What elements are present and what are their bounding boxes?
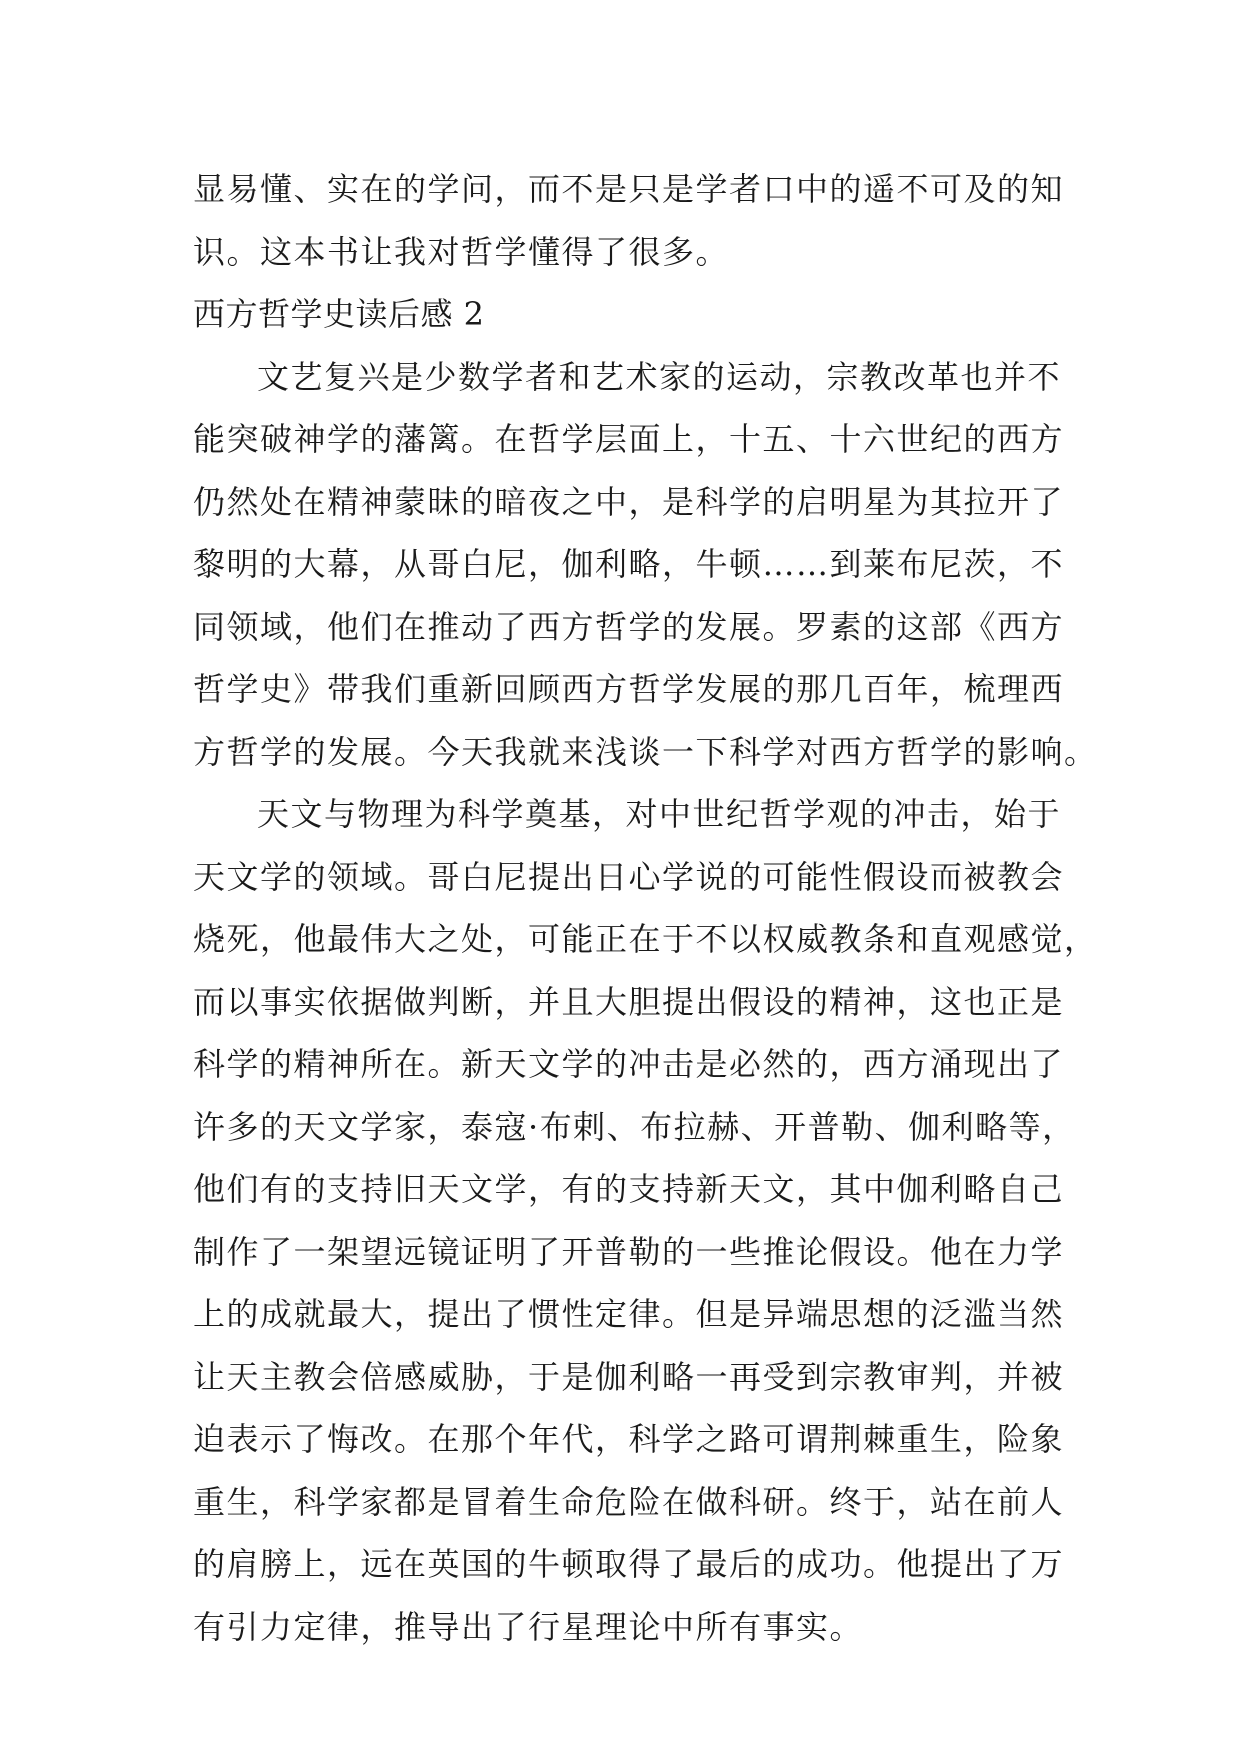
text-line: 的肩膀上，远在英国的牛顿取得了最后的成功。他提出了万 — [193, 1545, 1065, 1583]
text-line: 上的成就最大，提出了惯性定律。但是异端思想的泛滥当然 — [193, 1295, 1065, 1333]
paragraph-renaissance — [193, 346, 1098, 784]
text-line: 有引力定律，推导出了行星理论中所有事实。 — [193, 1607, 864, 1646]
text-line: 科学的精神所在。新天文学的冲击是必然的，西方涌现出了 — [193, 1045, 1065, 1083]
text-line: 显易懂、实在的学问，而不是只是学者口中的遥不可及的知 — [193, 170, 1065, 208]
section-heading — [193, 283, 1053, 346]
text-line: 黎明的大幕，从哥白尼，伽利略，牛顿……到莱布尼茨，不 — [193, 545, 1065, 583]
text-line: 他们有的支持旧天文学，有的支持新天文，其中伽利略自己 — [193, 1170, 1065, 1208]
text-line: 重生，科学家都是冒着生命危险在做科研。终于，站在前人 — [193, 1482, 1065, 1521]
text-line: 能突破神学的藩篱。在哲学层面上，十五、十六世纪的西方 — [193, 420, 1065, 458]
text-line: 方哲学的发展。今天我就来浅谈一下科学对西方哲学的影响。 — [193, 732, 1098, 771]
section-heading-text: 西方哲学史读后感 2 — [193, 295, 485, 333]
paragraph-continued — [193, 158, 1065, 283]
text-line: 天文学的领域。哥白尼提出日心学说的可能性假设而被教会 — [193, 857, 1065, 896]
text-line: 让天主教会倍感威胁，于是伽利略一再受到宗教审判，并被 — [193, 1357, 1065, 1396]
text-line: 识。这本书让我对哲学懂得了很多。 — [193, 232, 730, 271]
text-line: 哲学史》带我们重新回顾西方哲学发展的那几百年，梳理西 — [193, 670, 1065, 708]
paragraph-astronomy — [193, 783, 1098, 1658]
document-body — [193, 158, 1098, 1658]
text-line: 仍然处在精神蒙昧的暗夜之中，是科学的启明星为其拉开了 — [193, 482, 1065, 521]
text-line: 而以事实依据做判断，并且大胆提出假设的精神，这也正是 — [193, 982, 1065, 1021]
text-line: 制作了一架望远镜证明了开普勒的一些推论假设。他在力学 — [193, 1232, 1065, 1271]
text-line: 许多的天文学家，泰寇·布剌、布拉赫、开普勒、伽利略等， — [193, 1107, 1076, 1146]
text-line: 烧死，他最伟大之处，可能正在于不以权威教条和直观感觉， — [193, 920, 1098, 958]
text-line: 迫表示了悔改。在那个年代，科学之路可谓荆棘重生，险象 — [193, 1420, 1065, 1458]
text-line: 天文与物理为科学奠基，对中世纪哲学观的冲击，始于 — [257, 795, 1062, 833]
text-line: 文艺复兴是少数学者和艺术家的运动，宗教改革也并不 — [257, 357, 1062, 396]
text-line: 同领域，他们在推动了西方哲学的发展。罗素的这部《西方 — [193, 607, 1065, 646]
